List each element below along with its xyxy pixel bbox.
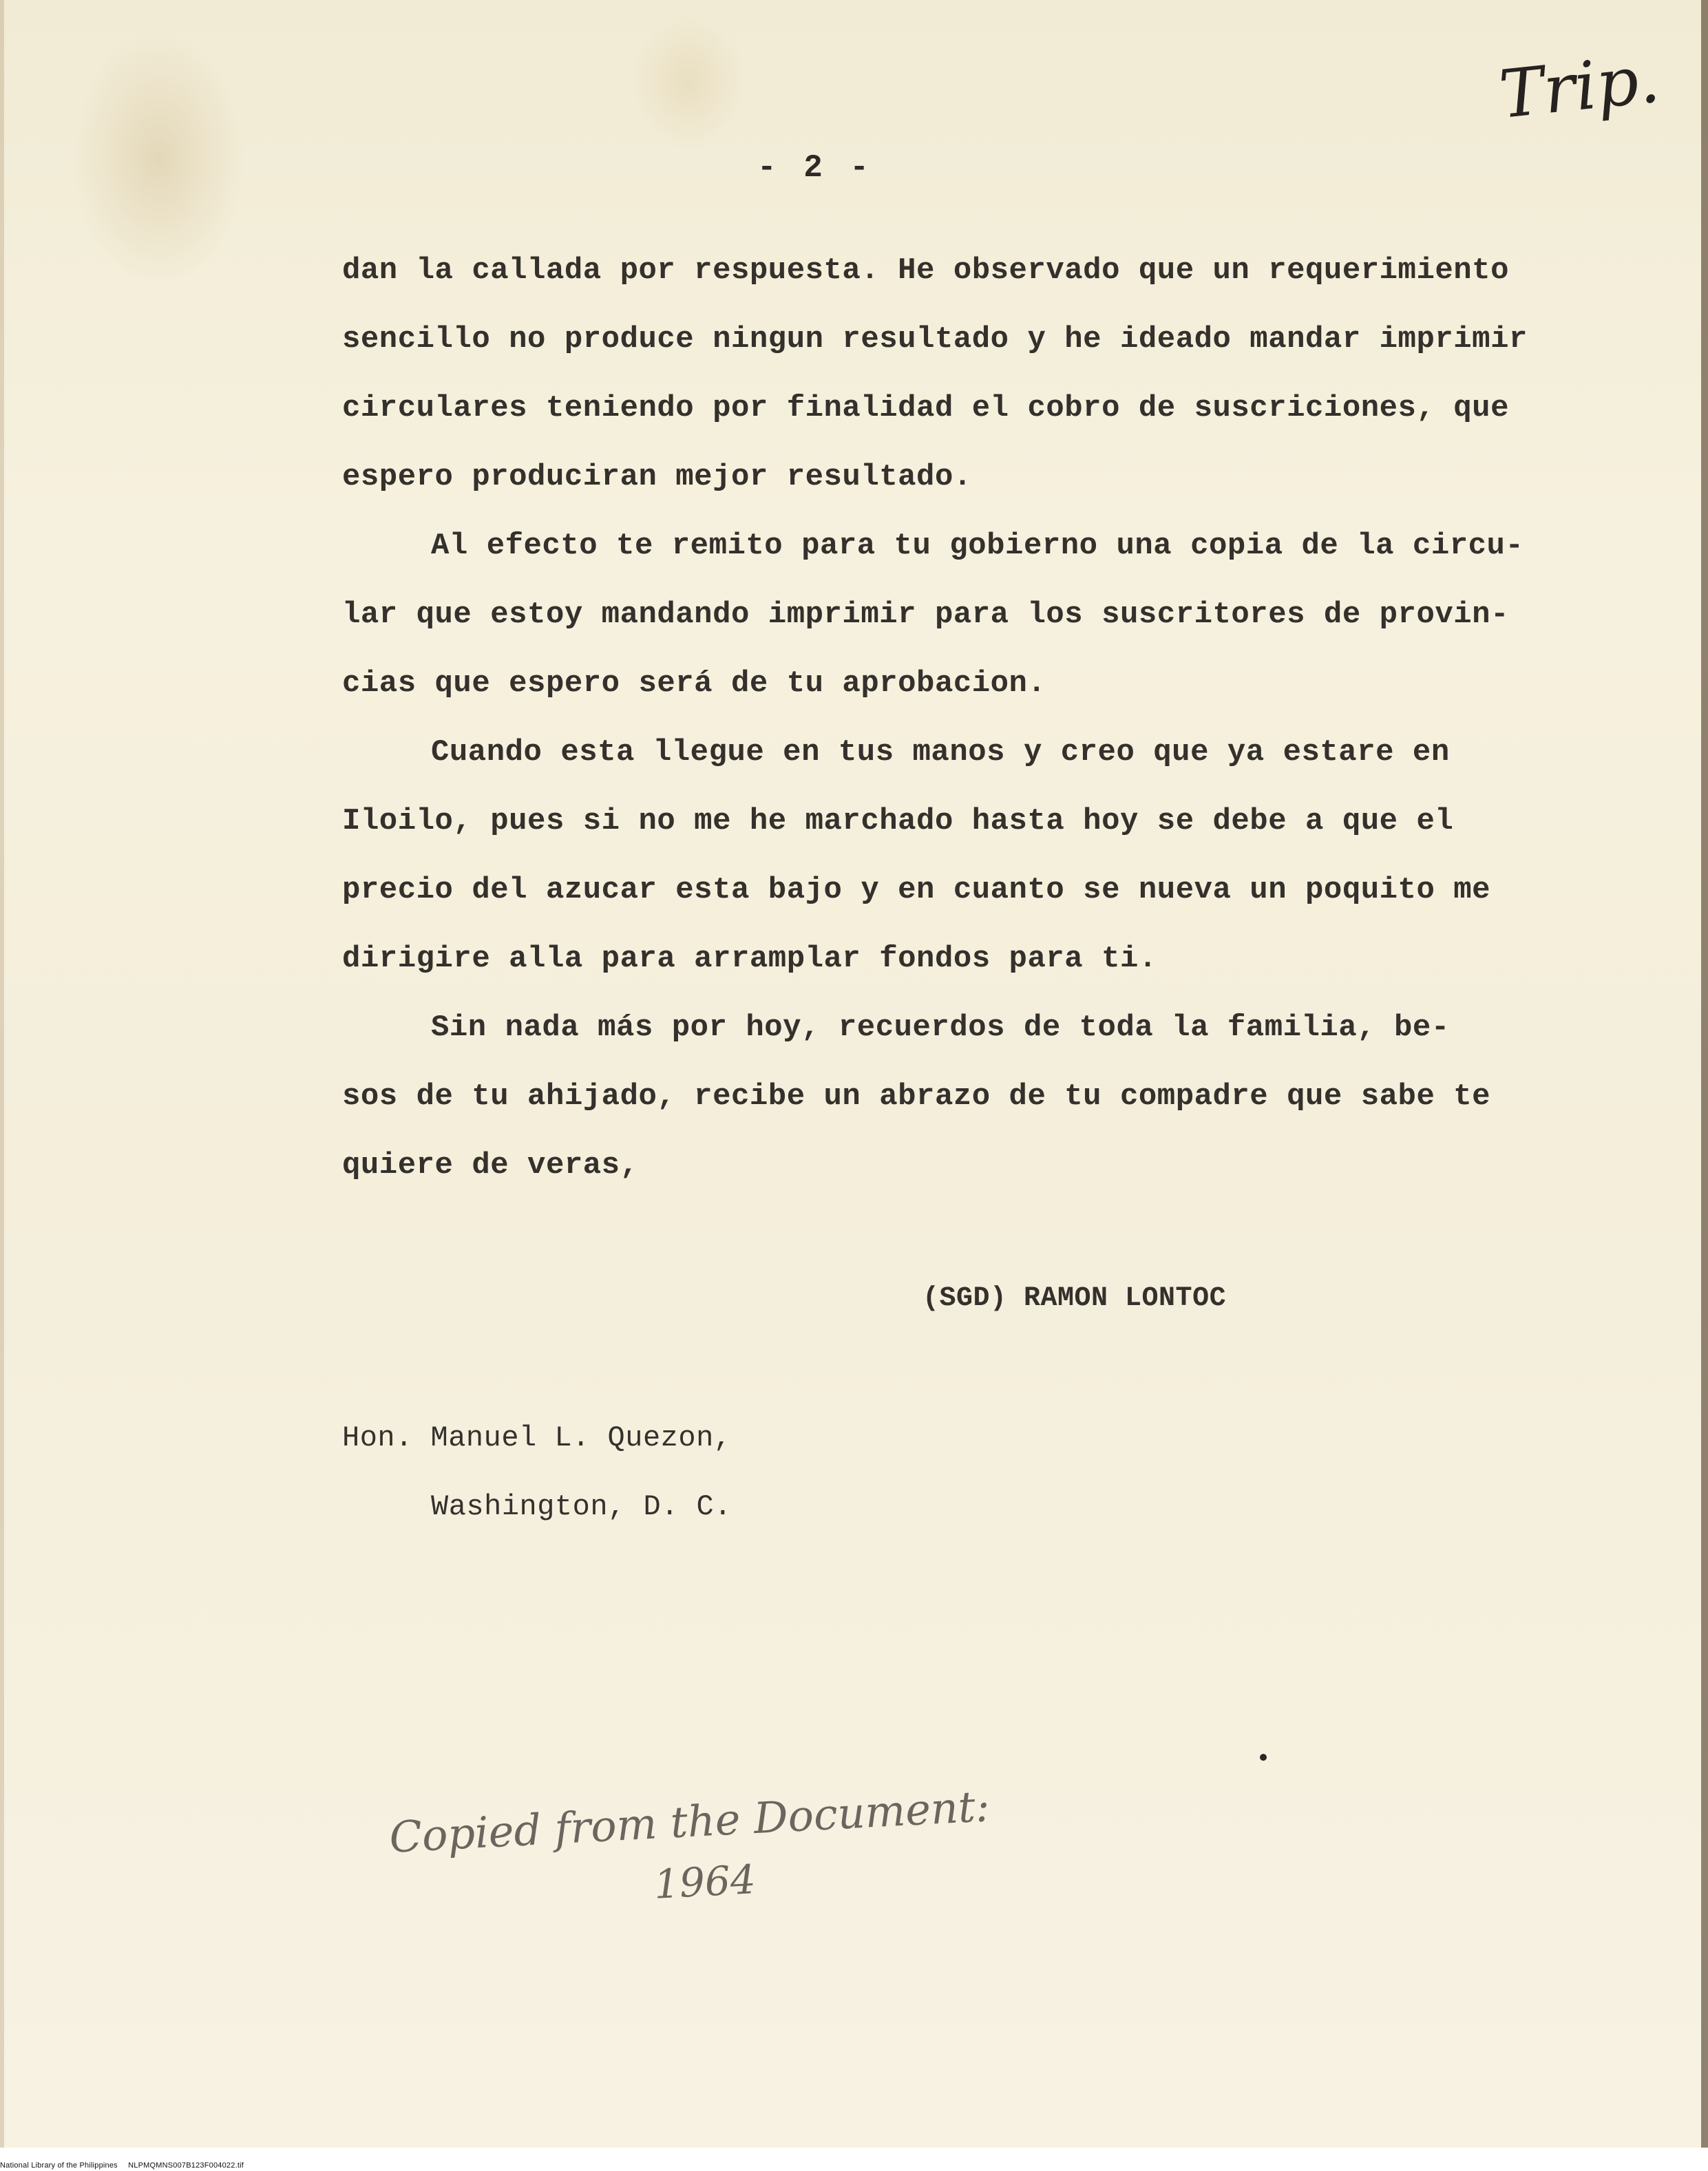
scan-footer-text [0,2161,252,2170]
body-line: Sin nada más por hoy, recuerdos de toda la familia, be- [431,1010,1450,1045]
body-line: Al efecto te remito para tu gobierno una copia de la circu- [431,529,1524,563]
signature: (SGD) RAMON LONTOC [922,1283,1227,1314]
body-line: dirigire alla para arramplar fondos para ti. [342,942,1157,976]
body-line: espero produciran mejor resultado. [342,460,972,494]
body-line: circulares teniendo por finalidad el cobro de suscriciones, que [342,391,1509,425]
body-line: Iloilo, pues si no me he marchado hasta hoy se debe a que el [342,804,1454,838]
footer-file: NLPMQMNS007B123F004022.tif [128,2161,244,2170]
body-line: Cuando esta llegue en tus manos y creo que ya estare en [431,735,1450,770]
addressee-location: Washington, D. C. [431,1490,732,1523]
addressee-name: Hon. Manuel L. Quezon, [342,1421,732,1454]
footer-library: National Library of the Philippines [0,2161,118,2170]
body-line: sencillo no produce ningun resultado y he ideado mandar imprimir [342,322,1528,357]
body-line: precio del azucar esta bajo y en cuanto se nueva un poquito me [342,873,1491,907]
handwritten-year: 1964 [653,1856,757,1908]
body-line: cias que espero será de tu aprobacion. [342,666,1046,701]
body-line: lar que estoy mandando imprimir para los suscritores de provin- [342,597,1509,632]
body-line: sos de tu ahijado, recibe un abrazo de tu compadre que sabe te [342,1079,1491,1114]
handwritten-annotation-trip: Trip. [1495,40,1663,134]
body-line: quiere de veras, [342,1148,639,1183]
page-number: - 2 - [757,150,874,186]
body-line: dan la callada por respuesta. He observado que un requerimiento [342,253,1509,288]
handwritten-note: Copied from the Document: [388,1781,991,1863]
scan-footer [0,2148,1708,2171]
ink-dot [1260,1754,1267,1761]
